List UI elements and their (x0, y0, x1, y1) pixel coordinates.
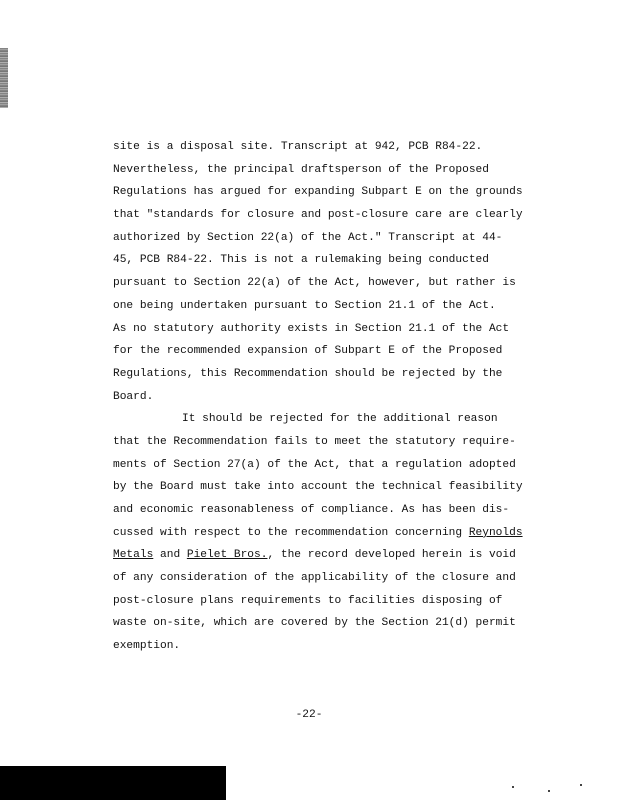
text-line: of any consideration of the applicability of the closure and (113, 572, 516, 585)
scan-edge-artifact (0, 48, 8, 108)
text-line: site is a disposal site. Transcript at 942, PCB R84-22. (113, 141, 483, 153)
text-line: and economic reasonableness of compliance. As has been dis- (113, 504, 510, 516)
text-line (113, 522, 533, 545)
text-line: waste on-site, which are covered by the Section 21(d) permit (113, 617, 516, 630)
text-line: Board. (113, 390, 154, 403)
page-number: -22- (295, 709, 323, 721)
text-line: for the recommended expansion of Subpart E of the Proposed (113, 345, 503, 358)
text-line: that the Recommendation fails to meet the statutory require- (113, 435, 516, 448)
text-line: As no statutory authority exists in Section 21.1 of the Act (113, 322, 510, 335)
text-run: , the record developed herein is void (267, 549, 516, 562)
scan-redaction-bar (0, 766, 226, 800)
text-line: one being undertaken pursuant to Section 21.1 of the Act. (113, 299, 496, 312)
text-line: Nevertheless, the principal draftsperson of the Proposed (113, 163, 489, 176)
paragraph-2 (113, 408, 533, 658)
paragraph-1 (113, 136, 533, 408)
text-line: ments of Section 27(a) of the Act, that a regulation adopted (113, 458, 516, 471)
text-line (113, 544, 533, 567)
text-line: that "standards for closure and post-closure care are clearly (113, 209, 523, 222)
body-text (113, 136, 533, 658)
text-run: cussed with respect to the recommendation concerning (113, 526, 469, 539)
case-name-metals: Metals (113, 549, 154, 562)
scan-speck (580, 784, 582, 786)
text-line: Regulations has argued for expanding Subpart E on the grounds (113, 186, 523, 199)
text-line: 45, PCB R84-22. This is not a rulemaking being conducted (113, 254, 489, 267)
case-name-reynolds: Reynolds (468, 526, 523, 539)
text-line: post-closure plans requirements to facilities disposing of (113, 594, 503, 607)
text-line: exemption. (113, 640, 181, 653)
text-line: authorized by Section 22(a) of the Act." Transcript at 44- (113, 231, 503, 244)
text-run: and (153, 549, 187, 562)
scan-speck (548, 790, 550, 792)
scan-speck (512, 786, 514, 788)
text-line: Regulations, this Recommendation should be rejected by the (113, 367, 503, 380)
case-name-pielet-bros: Pielet Bros. (186, 549, 268, 562)
text-line: pursuant to Section 22(a) of the Act, however, but rather is (113, 277, 516, 290)
text-line: It should be rejected for the additional reason (182, 413, 498, 426)
text-line: by the Board must take into account the technical feasibility (113, 481, 523, 494)
